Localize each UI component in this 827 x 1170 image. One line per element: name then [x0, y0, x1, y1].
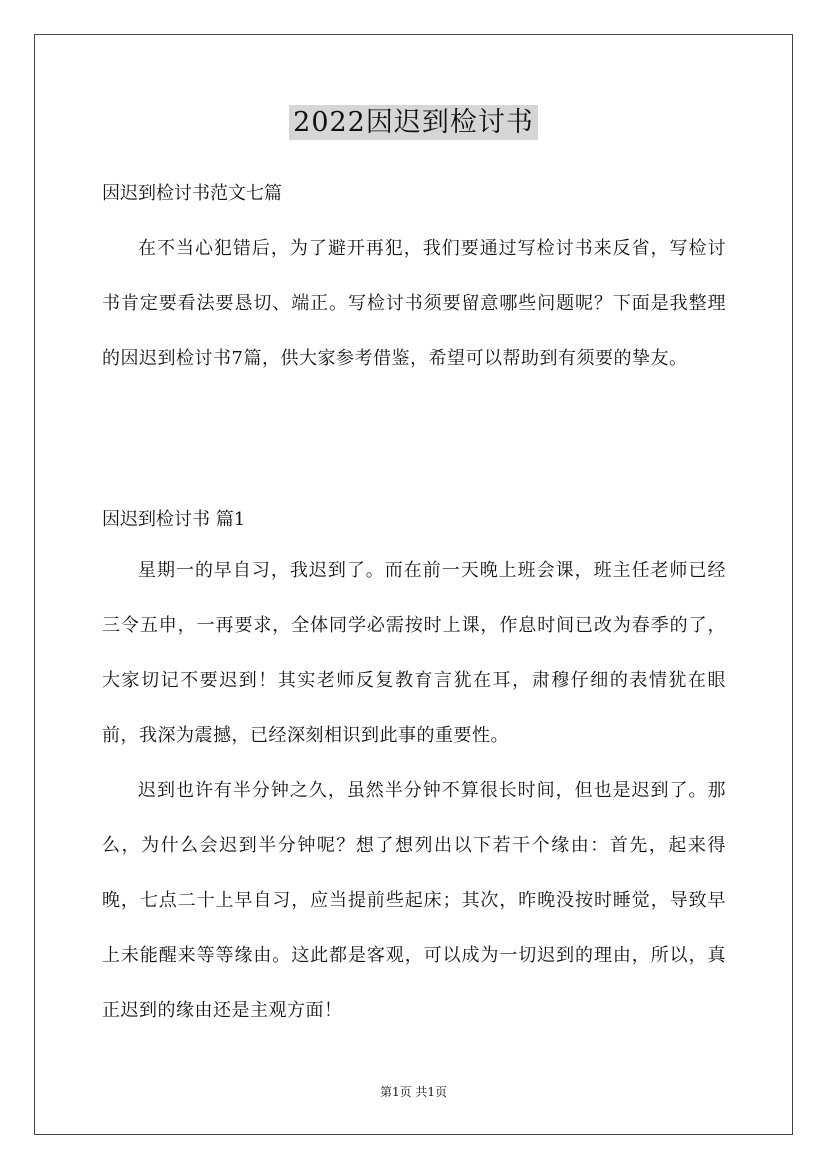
section-title: 因迟到检讨书 篇1 [102, 509, 246, 530]
body-paragraph-2: 迟到也许有半分钟之久，虽然半分钟不算很长时间，但也是迟到了。那么，为什么会迟到半分钟呢？想了想列出以下若干个缘由：首先，起来得晚，七点二十上早自习，应当提前些起床；其次，昨晚没按时睡觉，导致早上未能醒来等等缘由。这此都是客观，可以成为一切迟到的理由，所以，真正迟到的缘由还是主观方面！ [102, 780, 726, 1021]
subtitle: 因迟到检讨书范文七篇 [102, 183, 282, 204]
document-title: 2022因迟到检讨书 [289, 105, 538, 140]
body-paragraph-1: 星期一的早自习，我迟到了。而在前一天晚上班会课，班主任老师已经三令五申，一再要求，全体同学必需按时上课，作息时间已改为春季的了，大家切记不要迟到！其实老师反复教育言犹在耳，肃穆仔细的表情犹在眼前，我深为震撼，已经深刻相识到此事的重要性。 [102, 560, 726, 746]
document-title-wrap [0, 100, 827, 139]
intro-paragraph: 在不当心犯错后，为了避开再犯，我们要通过写检讨书来反省，写检讨书肯定要看法要恳切、端正。写检讨书须要留意哪些问题呢？下面是我整理的因迟到检讨书7篇，供大家参考借鉴，希望可以帮助到有须要的挚友。 [102, 238, 726, 369]
page-footer: 第1页 共1页 [379, 1085, 448, 1099]
